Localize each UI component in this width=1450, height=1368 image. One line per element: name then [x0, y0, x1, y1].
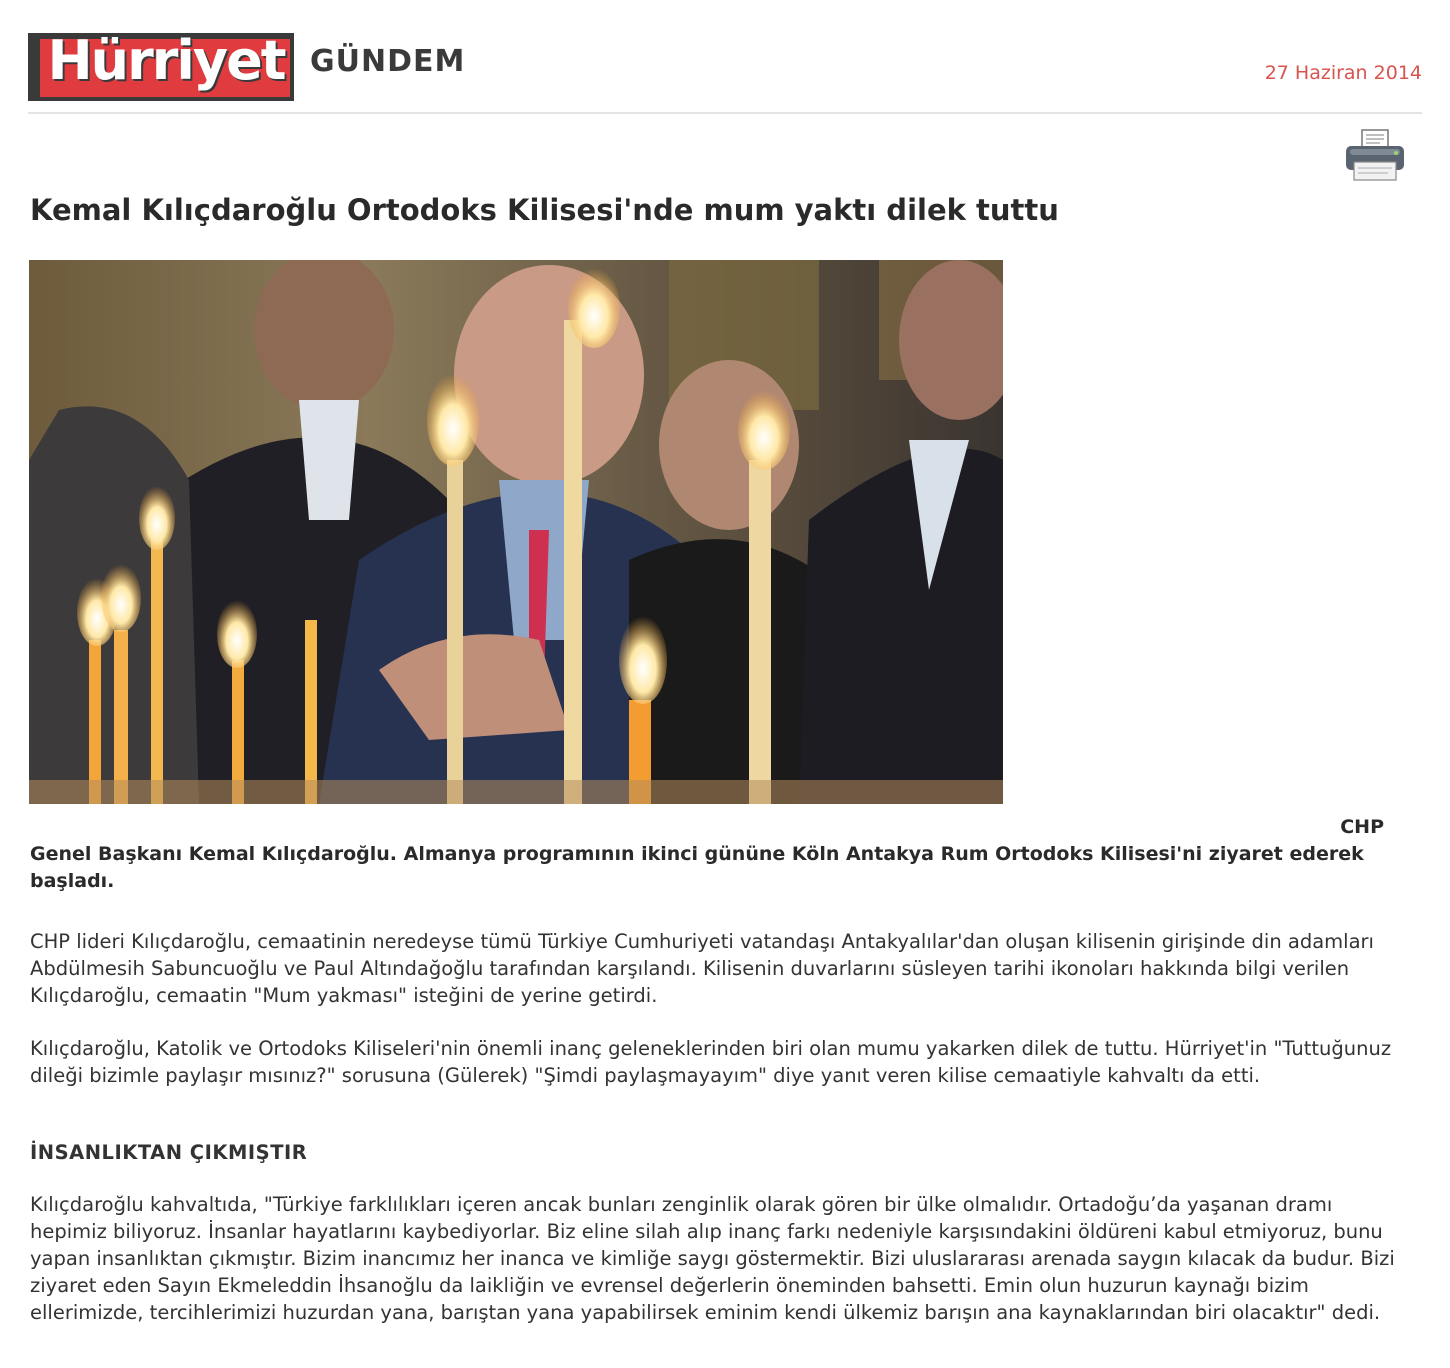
print-button[interactable]	[1342, 128, 1408, 184]
article-headline: Kemal Kılıçdaroğlu Ortodoks Kilisesi'nde mum yaktı dilek tuttu	[30, 193, 1059, 227]
article-paragraph-3: Kılıçdaroğlu kahvaltıda, "Türkiye farklılıkları içeren ancak bunları zenginlik olarak gören bir ülke olmalıdır. Ortadoğu’da yaşanan dramı hepimiz biliyoruz. İnsanlar hayatlarını kaybediyorlar. Biz eline silah alıp inanç farkı nedeniyle karşısındakini öldüreni kabul etmiyoruz, bunu yapan insanlıktan çıkmıştır. Bizim inancımız her inanca ve kimliğe saygı göstermektir. Bizi uluslararası arenada saygın kılacak da budur. Bizi ziyaret eden Sayın Ekmeleddin İhsanoğlu da laikliğin ve evrensel değerlerin öneminden bahsetti. Emin olun huzurun kaynağı bizim ellerimizde, tercihlerimizi huzurdan yana, barıştan yana yapabilirsek eminim kendi ülkemiz barışın ana kaynaklarından biri olacaktır" dedi.	[30, 1193, 1395, 1324]
publication-date: 27 Haziran 2014	[1264, 62, 1422, 84]
section-title: GÜNDEM	[310, 44, 466, 79]
hurriyet-logo[interactable]	[28, 33, 294, 101]
header-divider	[28, 112, 1422, 114]
candle-lighting-photo	[29, 260, 1003, 804]
lead-prefix: CHP	[1340, 816, 1384, 838]
article-photo	[29, 260, 1003, 804]
lead-text: Genel Başkanı Kemal Kılıçdaroğlu. Almanya programının ikinci gününe Köln Antakya Rum Ortodoks Kilisesi'ni ziyaret ederek başladı.	[30, 843, 1364, 892]
printer-icon	[1342, 128, 1408, 184]
article-paragraph-1: CHP lideri Kılıçdaroğlu, cemaatinin neredeyse tümü Türkiye Cumhuriyeti vatandaşı Antakyalılar'dan oluşan kilisenin girişinde din adamları Abdülmesih Sabuncuoğlu ve Paul Altındağoğlu tarafından karşılandı. Kilisenin duvarlarını süsleyen tarihi ikonoları hakkında bilgi verilen Kılıçdaroğlu, cemaatin "Mum yakması" isteğini de yerine getirdi.	[30, 930, 1374, 1007]
logo-wordmark: Hürriyet	[47, 33, 285, 92]
article-lead	[30, 814, 1402, 895]
article-subheading: İNSANLIKTAN ÇIKMIŞTIR	[30, 1141, 308, 1164]
article-paragraph-2: Kılıçdaroğlu, Katolik ve Ortodoks Kiliseleri'nin önemli inanç geleneklerinden biri olan mumu yakarken dilek de tuttu. Hürriyet'in "Tuttuğunuz dileği bizimle paylaşır mısınız?" sorusuna (Gülerek) "Şimdi paylaşmayayım" diye yanıt veren kilise cemaatiyle kahvaltı da etti.	[30, 1037, 1392, 1087]
